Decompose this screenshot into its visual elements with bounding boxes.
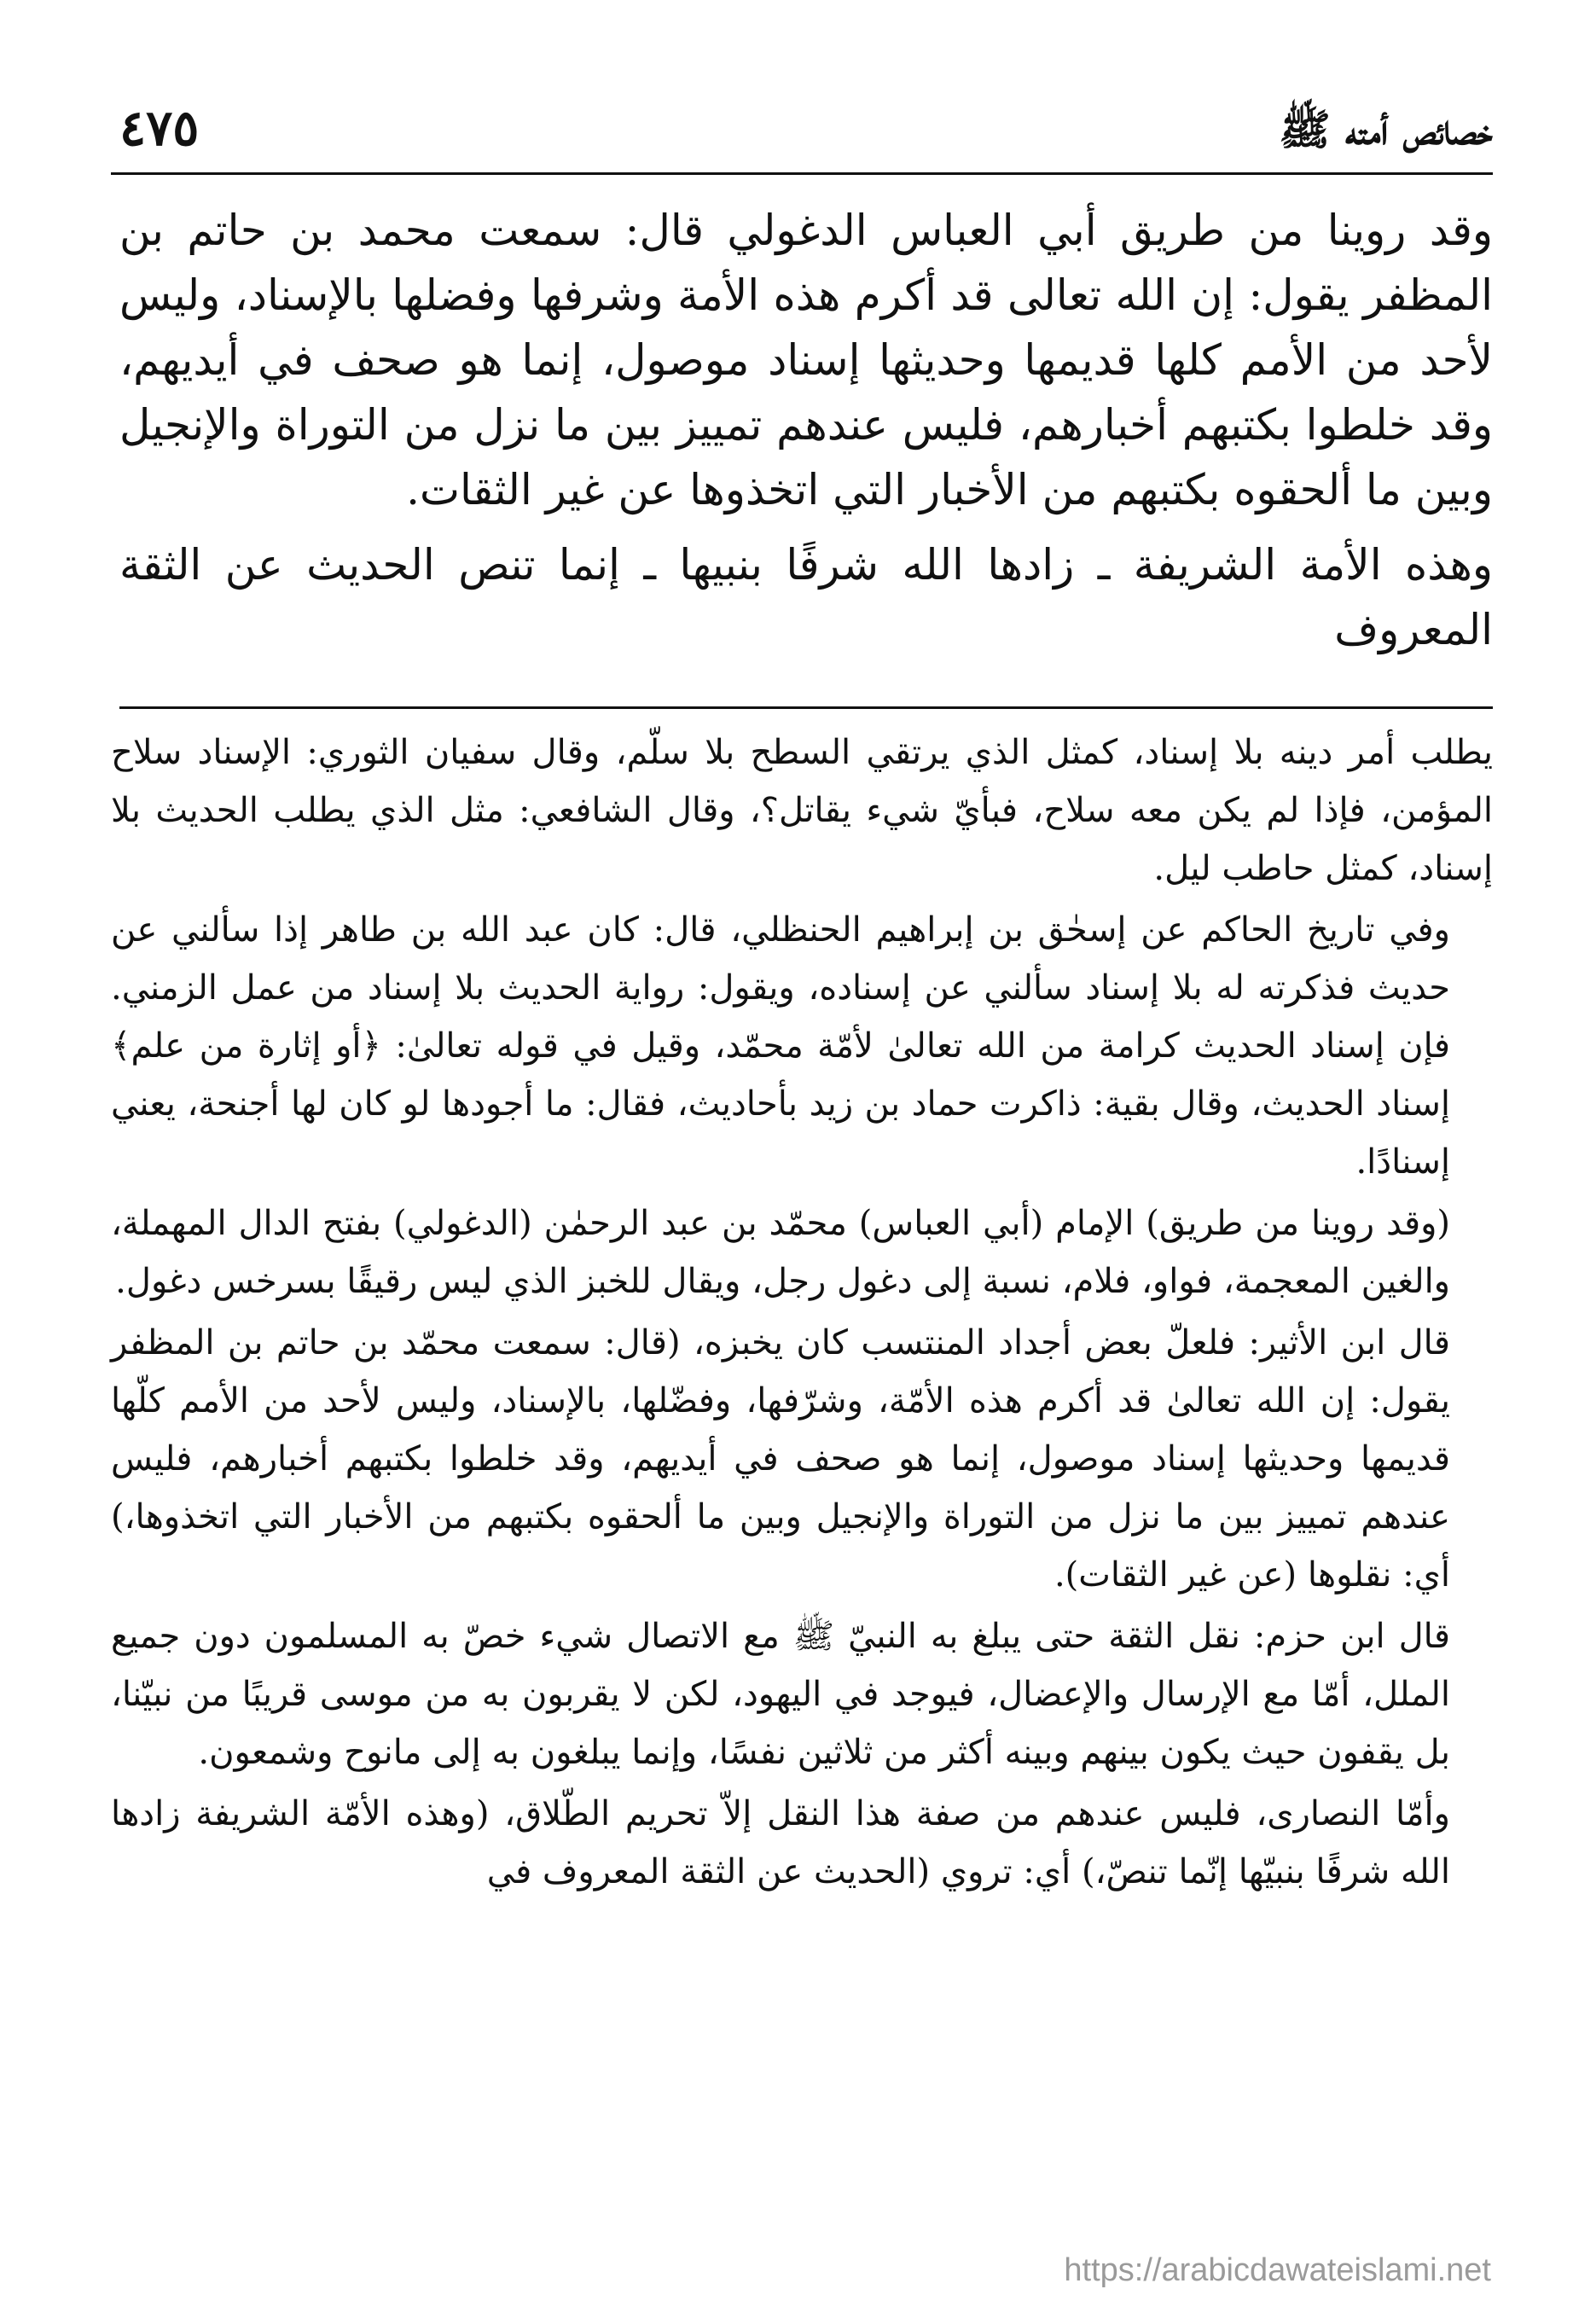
commentary-paragraph: قال ابن الأثير: فلعلّ بعض أجداد المنتسب كان يخبزه، (قال: سمعت محمّد بن حاتم بن المظفر يقول: إن الله تعالىٰ قد أكرم هذه الأمّة، وشرّفها، وفضّلها، بالإسناد، وليس لأحد من الأمم كلّها قديمها وحديثها إسناد موصول، إنما هو صحف في أيديهم، وقد خلطوا بكتبهم أخبارهم، فليس عندهم تمييز بين ما نزل من التوراة والإنجيل وبين ما ألحقوه بكتبهم من الأخبار التي اتخذوها،) أي: نقلوها (عن غير الثقات). — [111, 1323, 1450, 1595]
page-number: ٤٧٥ — [119, 99, 200, 157]
commentary-paragraph: وفي تاريخ الحاكم عن إسحٰق بن إبراهيم الحنظلي، قال: كان عبد الله بن طاهر إذا سألني عن حديث فذكرته له بلا إسناد سألني عن إسناده، ويقول: رواية الحديث بلا إسناد من عمل الزمني. فإن إسناد الحديث كرامة من الله تعالىٰ لأمّة محمّد، وقيل في قوله تعالىٰ: ﴿أو إثارة من علم﴾ إسناد الحديث، وقال بقية: ذاكرت حماد بن زيد بأحاديث، فقال: ما أجودها لو كان لها أجنحة، يعني إسنادًا. — [111, 910, 1450, 1182]
running-title: خصائص أمته ﷺ — [1279, 104, 1493, 154]
main-text — [119, 198, 1493, 672]
main-text-paragraph: وقد روينا من طريق أبي العباس الدغولي قال: سمعت محمد بن حاتم بن المظفر يقول: إن الله تعالى قد أكرم هذه الأمة وشرفها وفضلها بالإسناد، وليس لأحد من الأمم كلها قديمها وحديثها إسناد موصول، إنما هو صحف في أيديهم، وقد خلطوا بكتبهم أخبارهم، فليس عندهم تمييز بين ما نزل من التوراة والإنجيل وبين ما ألحقوه بكتبهم من الأخبار التي اتخذوها عن غير الثقات. — [119, 206, 1493, 514]
commentary-paragraph: يطلب أمر دينه بلا إسناد، كمثل الذي يرتقي السطح بلا سلّم، وقال سفيان الثوري: الإسناد سلاح المؤمن، فإذا لم يكن معه سلاح، فبأيّ شيء يقاتل؟، وقال الشافعي: مثل الذي يطلب الحديث بلا إسناد، كمثل حاطب ليل. — [111, 733, 1494, 888]
main-text-paragraph: وهذه الأمة الشريفة ـ زادها الله شرفًا بنبيها ـ إنما تنص الحديث عن الثقة المعروف — [119, 540, 1493, 654]
commentary-text — [111, 723, 1493, 1904]
watermark-url: https://arabicdawateislami.net — [1064, 2252, 1491, 2288]
commentary-paragraph: وأمّا النصارى، فليس عندهم من صفة هذا النقل إلاّ تحريم الطّلاق، (وهذه الأمّة الشريفة زادها الله شرفًا بنبيّها إنّما تنصّ،) أي: تروي (الحديث عن الثقة المعروف في — [111, 1794, 1450, 1891]
commentary-paragraph: قال ابن حزم: نقل الثقة حتى يبلغ به النبيّ ﷺ مع الاتصال شيء خصّ به المسلمون دون جميع الملل، أمّا مع الإرسال والإعضال، فيوجد في اليهود، لكن لا يقربون به من موسى قريبًا من نبيّنا، بل يقفون حيث يكون بينهم وبينه أكثر من ثلاثين نفسًا، وإنما يبلغون به إلى مانوح وشمعون. — [111, 1617, 1450, 1772]
commentary-paragraph: (وقد روينا من طريق) الإمام (أبي العباس) محمّد بن عبد الرحمٰن (الدغولي) بفتح الدال المهملة، والغين المعجمة، فواو، فلام، نسبة إلى دغول رجل، ويقال للخبز الذي ليس رقيقًا بسرخس دغول. — [111, 1204, 1450, 1301]
page-header — [111, 96, 1493, 175]
section-divider — [119, 706, 1493, 709]
